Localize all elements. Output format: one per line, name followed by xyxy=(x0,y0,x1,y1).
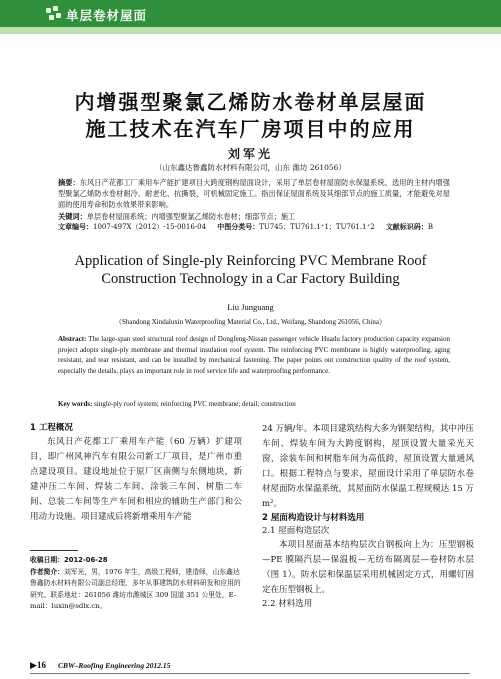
section-label: 单层卷材屋面 xyxy=(66,8,148,23)
left-column xyxy=(30,422,242,525)
right-column xyxy=(262,422,474,611)
affiliation-cn: （山东鑫达鲁鑫防水材料有限公司，山东 潍坊 261056） xyxy=(155,163,346,172)
keywords-en-label: Key words: xyxy=(58,400,93,408)
abstract-en-label: Abstract: xyxy=(58,335,87,343)
doc-code-label: 文献标识码： xyxy=(385,223,428,231)
author-en: Liu Junguang xyxy=(227,302,274,312)
abstract-cn-text: 东风日产花都工厂乘用车产能扩建项目大跨度钢构屋面设计，采用了单层卷材屋面防水保温系统，选用的主材内增强型聚氯乙烯防水卷材耐冷、耐老化、抗撕裂，可机械固定施工。指出保证屋面系统及其细部节点的施工质量，才能避免对屋面的使用寿命和防水效果带来影响。 xyxy=(58,178,450,209)
author-cn: 刘军光 xyxy=(227,147,273,161)
journal-name: CBW–Roofing Engineering 2012.15 xyxy=(58,661,171,670)
footer-rule xyxy=(30,673,470,674)
clc-label: 中图分类号： xyxy=(217,223,260,231)
section-1-paragraph: 东风日产花都工厂乘用车产能（60 万辆）扩建项目，即广州风神汽车有限公司新工厂项目，是广州市重点建设项目。建设地址位于原厂区南侧与东侧地块，新建冲压二车间、焊装二车间、涂装三车间、树脂二车间、总装二车间等生产车间和相应的辅助生产部门和公用动力设施。项目建成后将新增乘用车产能 xyxy=(30,437,242,522)
article-number-label: 文章编号： xyxy=(58,223,93,231)
abstract-en xyxy=(58,334,450,376)
header-bar xyxy=(0,0,501,34)
received-date: 收稿日期：2012-06-28 xyxy=(30,556,108,564)
subsection-2-2-heading: 2.2 材料选用 xyxy=(262,599,313,609)
doc-code: B xyxy=(427,223,433,231)
footer-arrow-icon: ▶ xyxy=(30,661,37,671)
author-bio-label: 作者简介： xyxy=(30,567,64,576)
title-en-line-1: Application of Single-ply Reinforcing PVC Membrane Roof xyxy=(74,253,427,269)
title-en-line-2: Construction Technology in a Car Factory Building xyxy=(101,271,400,287)
section-1-heading: 1 工程概况 xyxy=(30,423,73,433)
page-number: 16 xyxy=(37,660,46,670)
keywords-cn-label: 关键词： xyxy=(58,212,87,221)
keywords-cn-text: 单层卷材屋面系统；内增强型聚氯乙烯防水卷材；细部节点；施工 xyxy=(86,212,296,221)
section-2-heading: 2 屋面构造设计与材料选用 xyxy=(262,513,365,523)
page-footer xyxy=(30,660,470,674)
title-cn-line-1: 内增强型聚氯乙烯防水卷材单层屋面 xyxy=(74,90,427,114)
title-en xyxy=(0,252,501,288)
author-bio-text: 刘军光，男，1976 年生，高级工程师，建造师，山东鑫达鲁鑫防水材料有限公司副总经理，多年从事建筑防水材料研发和应用的研究。联系地址：261056 潍坊市潍城区 309 国道 351 公里处，E-mail：luxin@sdlx.cn。 xyxy=(30,567,241,610)
clc-number: TU745；TU761.1⁺1；TU761.1⁺2 xyxy=(259,223,375,231)
header-light-strip xyxy=(0,27,501,34)
author-bio xyxy=(30,567,242,613)
footnote xyxy=(30,555,242,613)
keywords-cn xyxy=(58,211,450,222)
document-info xyxy=(58,222,450,233)
right-paragraph-2: 本项目屋面基本结构层次自钢板向上为：压型钢板—PE 膜隔汽层—保温板—无纺布隔离层—卷材防水层（图 1）。防水层和保温层采用机械固定方式，用螺钉固定在压型钢板上。 xyxy=(262,540,474,595)
abstract-cn xyxy=(58,177,450,210)
affiliation-en: （Shandong Xindaluxin Waterproofing Material Co., Ltd., Weifang, Shandong 261056, China） xyxy=(115,318,386,326)
title-cn-line-2: 施工技术在汽车厂房项目中的应用 xyxy=(85,117,416,141)
abstract-en-text: The large-span steel structural roof design of Dongfeng-Nissan passenger vehicle Huadu factory production capacity expansion project adopts single-ply membrane and thermal insulation roof system. The reinforcing PVC membrane is highly waterproofing, aging resistant, and tear resistant, and can be installed by mechanical fastening. The paper points out construction quality of the roof system, especially the details, plays an important role in roof service life and waterproofing performance. xyxy=(58,335,451,375)
keywords-en-text: single-ply roof system; reinforcing PVC membrane; detail; construction xyxy=(94,400,296,408)
subsection-2-1-heading: 2.1 屋面构造层次 xyxy=(262,526,330,536)
right-paragraph-1: 24 万辆/年。本项目建筑结构大多为钢架结构，其中冲压车间、焊装车间为大跨度钢构，屋顶设置大量采光天窗，涂装车间和树脂车间为高低跨，屋顶设置大量通风口。根据工程特点与要求，屋面设计采用了单层防水卷材屋面防水保温系统，其屋面防水保温工程规模达 15 万 m²。 xyxy=(262,424,474,509)
abstract-cn-label: 摘要： xyxy=(58,178,80,187)
footnote-divider xyxy=(30,550,78,551)
article-number: 1007-497X（2012）-15-0016-04 xyxy=(93,223,207,231)
header-squares-icon xyxy=(46,6,62,22)
keywords-en xyxy=(58,399,450,410)
